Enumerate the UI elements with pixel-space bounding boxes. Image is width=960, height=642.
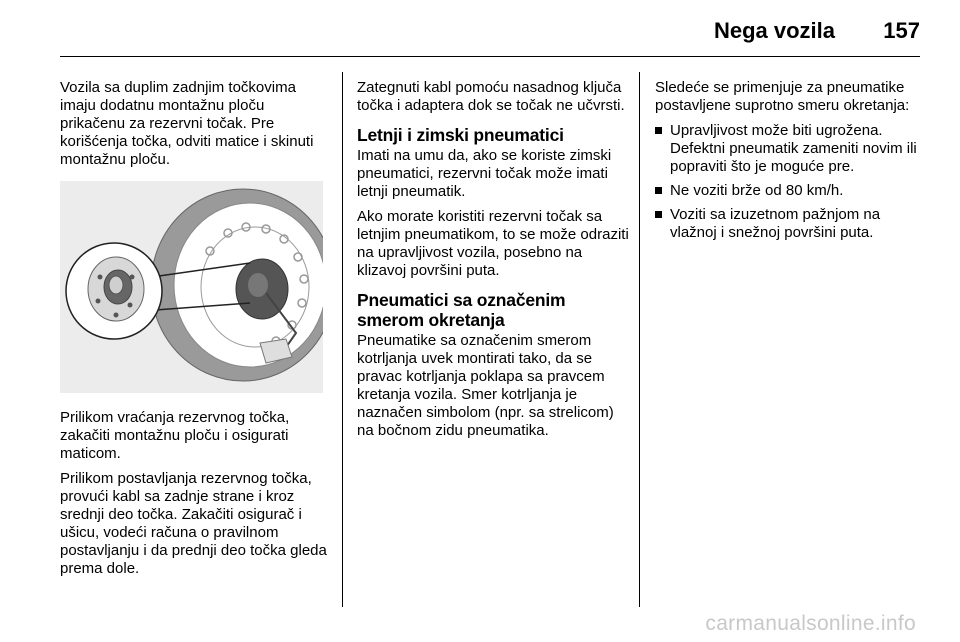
list-item-text: Voziti sa izuzetnom pažnjom na vlažnoj i snežnoj površini puta. — [670, 206, 881, 241]
paragraph: Imati na umu da, ako se koriste zimski pneumatici, rezervni točak može imati letnji pneumatik. — [357, 147, 612, 200]
list-item — [655, 182, 923, 200]
column-2 — [357, 79, 629, 447]
paragraph: Prilikom postavljanja rezervnog točka, provući kabl sa zadnje strane i kroz srednji deo točka. Zakačiti osigurač i ušicu, vodeći računa o pravilnom postavljanju i da prednji deo točka gleda prema dole. — [60, 470, 327, 577]
section-heading: Pneumatici sa označenim smerom okretanja — [357, 290, 566, 330]
paragraph: Prilikom vraćanja rezervnog točka, zakačiti montažnu ploču i osigurati maticom. — [60, 409, 290, 462]
paragraph: Ako morate koristiti rezervni točak sa letnjim pneumatikom, to se može odraziti na upravljivost vozila, posebno na klizavoj površini puta. — [357, 208, 629, 279]
header-divider — [60, 56, 920, 57]
paragraph: Sledeće se primenjuje za pneumatike postavljene suprotno smeru okretanja: — [655, 79, 910, 114]
spare-wheel-illustration — [60, 181, 323, 393]
list-item — [655, 206, 923, 242]
section-title: Nega vozila — [713, 18, 835, 43]
list-item-text: Ne voziti brže od 80 km/h. — [670, 182, 844, 199]
list-item-text: Upravljivost može biti ugrožena. Defektni pneumatik zameniti novim ili popraviti što je moguće pre. — [670, 122, 917, 175]
bullet-square-icon — [655, 211, 662, 218]
bullet-list — [655, 122, 923, 242]
paragraph: Vozila sa duplim zadnjim točkovima imaju dodatnu montažnu ploču prikačenu za rezervni točak. Pre korišćenja točka, odviti matice i skinuti montažnu ploču. — [60, 79, 314, 168]
list-item — [655, 122, 923, 176]
paragraph: Zategnuti kabl pomoću nasadnog ključa točka i adaptera dok se točak ne učvrsti. — [357, 79, 625, 114]
wheel-drawing — [60, 181, 323, 393]
column-divider-2 — [639, 72, 640, 607]
bullet-square-icon — [655, 127, 662, 134]
column-divider-1 — [342, 72, 343, 607]
column-3 — [655, 79, 923, 248]
paragraph: Pneumatike sa označenim smerom kotrljanja uvek montirati tako, da se pravac kotrljanja poklapa sa pravcem kretanja vozila. Smer kotrljanja je naznačen simbolom (npr. sa strelicom) na bočnom zidu pneumatika. — [357, 332, 614, 439]
column-1 — [60, 79, 332, 585]
watermark: carmanualsonline.info — [705, 612, 916, 635]
page-number: 157 — [883, 18, 920, 43]
section-heading: Letnji i zimski pneumatici — [357, 125, 564, 145]
bullet-square-icon — [655, 187, 662, 194]
